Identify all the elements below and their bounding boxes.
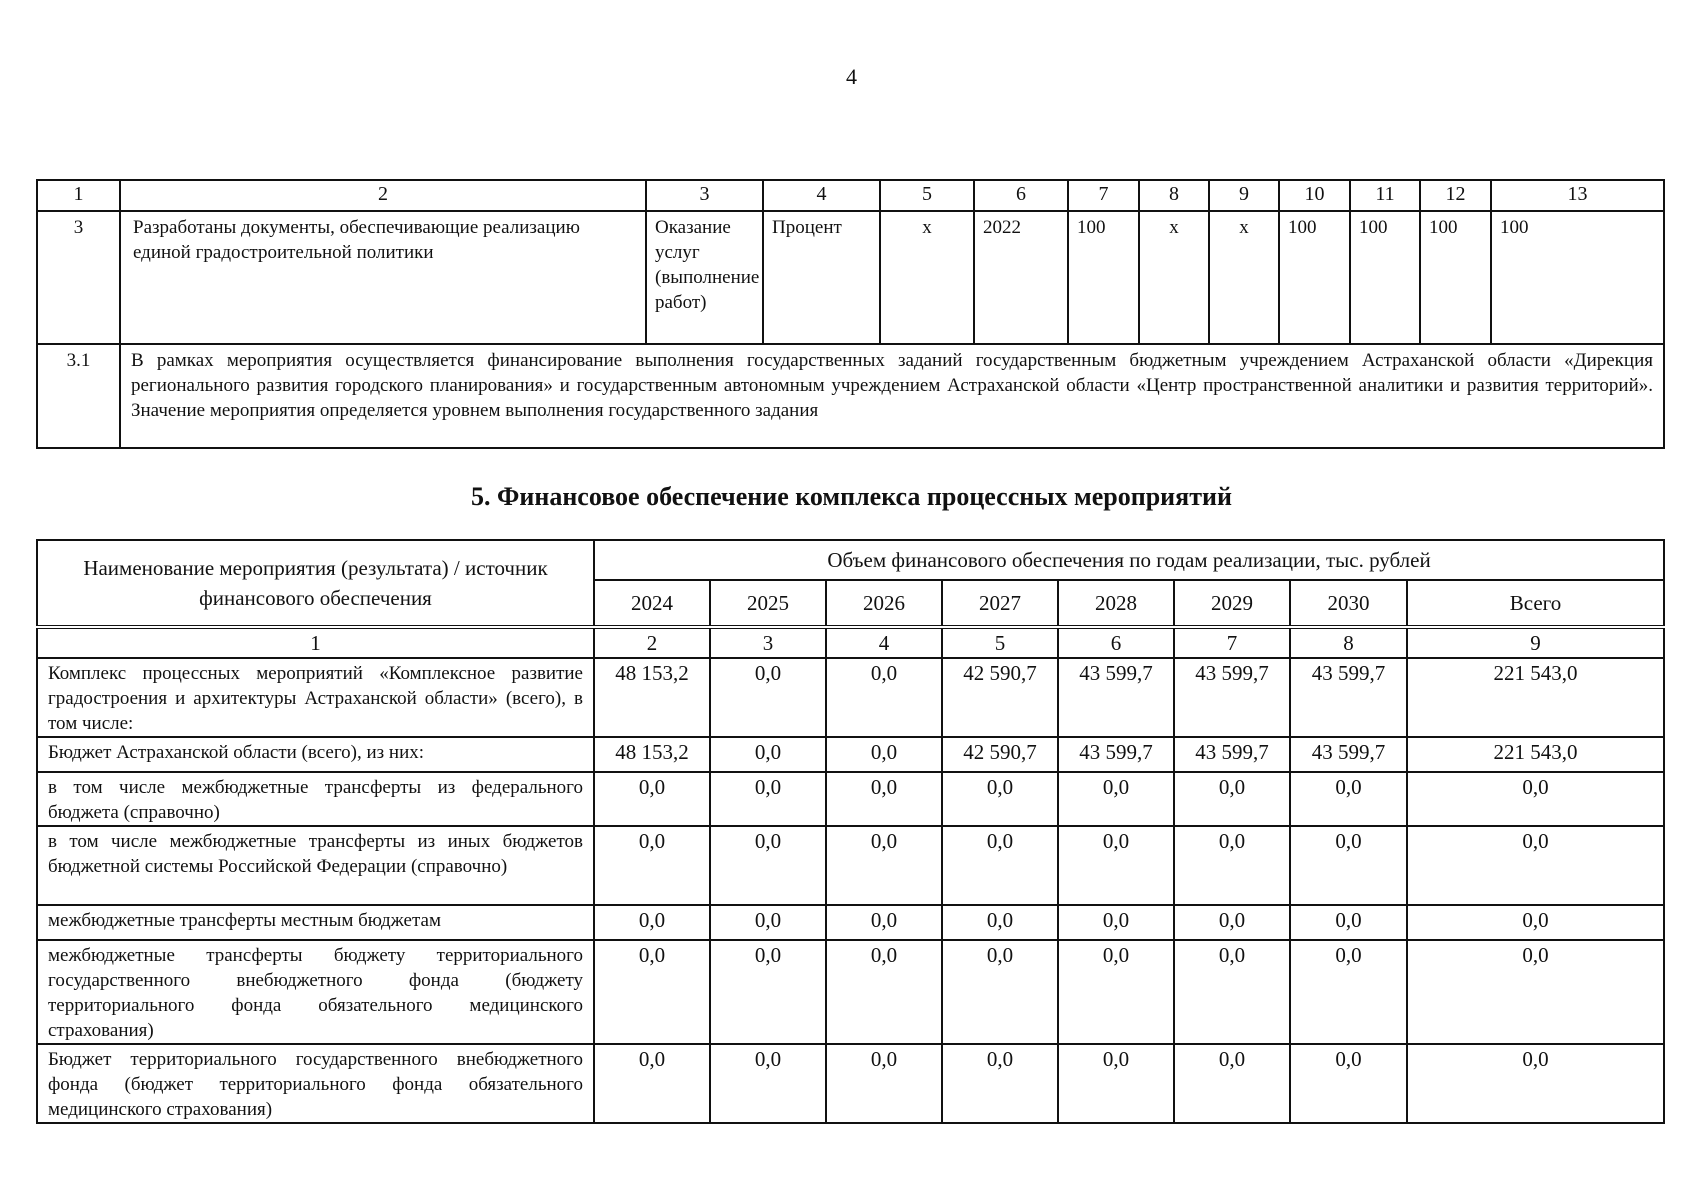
- row-label: межбюджетные трансферты местным бюджетам: [37, 905, 594, 940]
- result-type: Оказание услуг (выполнение работ): [646, 211, 763, 344]
- cell-value: 0,0: [1174, 940, 1290, 1044]
- cell-value: 100: [1279, 211, 1350, 344]
- table-row: [37, 826, 1664, 905]
- cell-value: 43 599,7: [1290, 658, 1407, 737]
- cell-value: 0,0: [1174, 905, 1290, 940]
- cell-value: 43 599,7: [1290, 737, 1407, 772]
- result-description: В рамках мероприятия осуществляется финансирование выполнения государственных заданий государственным бюджетным учреждением Астраханской области «Дирекция регионального развития городского планирования» и государственным автономным учреждением Астраханской области «Центр пространственной аналитики и развития территорий». Значение мероприятия определяется уровнем выполнения государственного задания: [120, 344, 1664, 448]
- cell-value: 0,0: [942, 1044, 1058, 1123]
- cell-value: 0,0: [1290, 826, 1407, 905]
- cell-value: 42 590,7: [942, 658, 1058, 737]
- row-label: Комплекс процессных мероприятий «Комплексное развитие градостроения и архитектуры Астраханской области» (всего), в том числе:: [37, 658, 594, 737]
- column-number: 4: [763, 180, 880, 211]
- column-number: 1: [37, 627, 594, 658]
- page-number: 4: [846, 64, 857, 89]
- volume-header: Объем финансового обеспечения по годам реализации, тыс. рублей: [594, 540, 1664, 580]
- row-label: Бюджет территориального государственного внебюджетного фонда (бюджет территориального фонда обязательного медицинского страхования): [37, 1044, 594, 1123]
- cell-value: 0,0: [942, 826, 1058, 905]
- cell-value: 43 599,7: [1174, 658, 1290, 737]
- cell-value: 0,0: [826, 772, 942, 826]
- column-number: 7: [1068, 180, 1139, 211]
- cell-value: 0,0: [1290, 772, 1407, 826]
- cell-value: 0,0: [594, 905, 710, 940]
- total-value: 0,0: [1407, 940, 1664, 1044]
- cell-value: 100: [1068, 211, 1139, 344]
- column-number: 3: [646, 180, 763, 211]
- cell-value: 100: [1420, 211, 1491, 344]
- cell-value: 43 599,7: [1058, 737, 1174, 772]
- table-row: [37, 344, 1664, 448]
- cell-value: 100: [1491, 211, 1664, 344]
- column-number: 6: [974, 180, 1068, 211]
- financing-table-header-row: [37, 540, 1664, 580]
- column-number: 10: [1279, 180, 1350, 211]
- name-header: Наименование мероприятия (результата) / источник финансового обеспечения: [37, 540, 594, 627]
- cell-value: 0,0: [1174, 826, 1290, 905]
- total-value: 0,0: [1407, 772, 1664, 826]
- column-number: 2: [594, 627, 710, 658]
- cell-value: 0,0: [826, 826, 942, 905]
- column-number: 8: [1139, 180, 1209, 211]
- row-label: Бюджет Астраханской области (всего), из них:: [37, 737, 594, 772]
- cell-value: 0,0: [710, 658, 826, 737]
- table-row: [37, 905, 1664, 940]
- cell-value: 0,0: [710, 940, 826, 1044]
- cell-value: х: [1139, 211, 1209, 344]
- cell-value: 0,0: [1290, 940, 1407, 1044]
- table-row: [37, 772, 1664, 826]
- cell-value: 0,0: [710, 826, 826, 905]
- cell-value: 0,0: [594, 772, 710, 826]
- year-header: 2028: [1058, 580, 1174, 627]
- total-value: 0,0: [1407, 1044, 1664, 1123]
- result-name: Разработаны документы, обеспечивающие реализацию единой градостроительной политики: [120, 211, 646, 344]
- total-value: 0,0: [1407, 826, 1664, 905]
- unit: Процент: [763, 211, 880, 344]
- cell-value: 0,0: [1058, 826, 1174, 905]
- column-number: 7: [1174, 627, 1290, 658]
- total-header: Всего: [1407, 580, 1664, 627]
- row-number: 3.1: [37, 344, 120, 448]
- section-title: 5. Финансовое обеспечение комплекса процессных мероприятий: [471, 482, 1232, 511]
- year-header: 2027: [942, 580, 1058, 627]
- column-number: 5: [880, 180, 974, 211]
- cell-value: 43 599,7: [1174, 737, 1290, 772]
- cell-value: х: [1209, 211, 1279, 344]
- row-label: в том числе межбюджетные трансферты из федерального бюджета (справочно): [37, 772, 594, 826]
- cell-value: 100: [1350, 211, 1420, 344]
- cell-value: 0,0: [710, 1044, 826, 1123]
- column-number-row: [37, 627, 1664, 658]
- table-row: [37, 737, 1664, 772]
- cell-value: 0,0: [1290, 905, 1407, 940]
- total-value: 221 543,0: [1407, 737, 1664, 772]
- cell-value: 0,0: [594, 826, 710, 905]
- column-number: 1: [37, 180, 120, 211]
- cell-value: 0,0: [1058, 905, 1174, 940]
- results-table-header-row: [37, 180, 1664, 211]
- cell-value: 0,0: [826, 905, 942, 940]
- cell-value: 42 590,7: [942, 737, 1058, 772]
- results-table: [36, 179, 1665, 449]
- cell-value: 0,0: [594, 1044, 710, 1123]
- row-label: межбюджетные трансферты бюджету территориального государственного внебюджетного фонда (бюджету территориального фонда обязательного медицинского страхования): [37, 940, 594, 1044]
- cell-value: 0,0: [710, 772, 826, 826]
- year-header: 2024: [594, 580, 710, 627]
- cell-value: 48 153,2: [594, 658, 710, 737]
- column-number: 2: [120, 180, 646, 211]
- cell-value: 0,0: [710, 737, 826, 772]
- cell-value: 0,0: [826, 1044, 942, 1123]
- cell-value: 48 153,2: [594, 737, 710, 772]
- table-row: [37, 1044, 1664, 1123]
- column-number: 8: [1290, 627, 1407, 658]
- total-value: 0,0: [1407, 905, 1664, 940]
- cell-value: 43 599,7: [1058, 658, 1174, 737]
- column-number: 9: [1209, 180, 1279, 211]
- column-number: 3: [710, 627, 826, 658]
- cell-value: 0,0: [710, 905, 826, 940]
- cell-value: 0,0: [1058, 1044, 1174, 1123]
- cell-value: 0,0: [1290, 1044, 1407, 1123]
- cell-value: 0,0: [826, 737, 942, 772]
- cell-value: 0,0: [942, 905, 1058, 940]
- row-number: 3: [37, 211, 120, 344]
- table-row: [37, 211, 1664, 344]
- table-row: [37, 940, 1664, 1044]
- cell-value: х: [880, 211, 974, 344]
- column-number: 12: [1420, 180, 1491, 211]
- cell-value: 0,0: [1174, 772, 1290, 826]
- cell-value: 0,0: [594, 940, 710, 1044]
- column-number: 11: [1350, 180, 1420, 211]
- row-label: в том числе межбюджетные трансферты из иных бюджетов бюджетной системы Российской Федерации (справочно): [37, 826, 594, 905]
- financing-table: [36, 539, 1665, 1124]
- column-number: 9: [1407, 627, 1664, 658]
- column-number: 4: [826, 627, 942, 658]
- cell-value: 0,0: [942, 772, 1058, 826]
- base-year: 2022: [974, 211, 1068, 344]
- column-number: 6: [1058, 627, 1174, 658]
- cell-value: 0,0: [942, 940, 1058, 1044]
- year-header: 2030: [1290, 580, 1407, 627]
- column-number: 5: [942, 627, 1058, 658]
- year-header: 2029: [1174, 580, 1290, 627]
- table-row: [37, 658, 1664, 737]
- column-number: 13: [1491, 180, 1664, 211]
- cell-value: 0,0: [1174, 1044, 1290, 1123]
- cell-value: 0,0: [1058, 940, 1174, 1044]
- cell-value: 0,0: [1058, 772, 1174, 826]
- total-value: 221 543,0: [1407, 658, 1664, 737]
- year-header: 2026: [826, 580, 942, 627]
- cell-value: 0,0: [826, 940, 942, 1044]
- year-header: 2025: [710, 580, 826, 627]
- cell-value: 0,0: [826, 658, 942, 737]
